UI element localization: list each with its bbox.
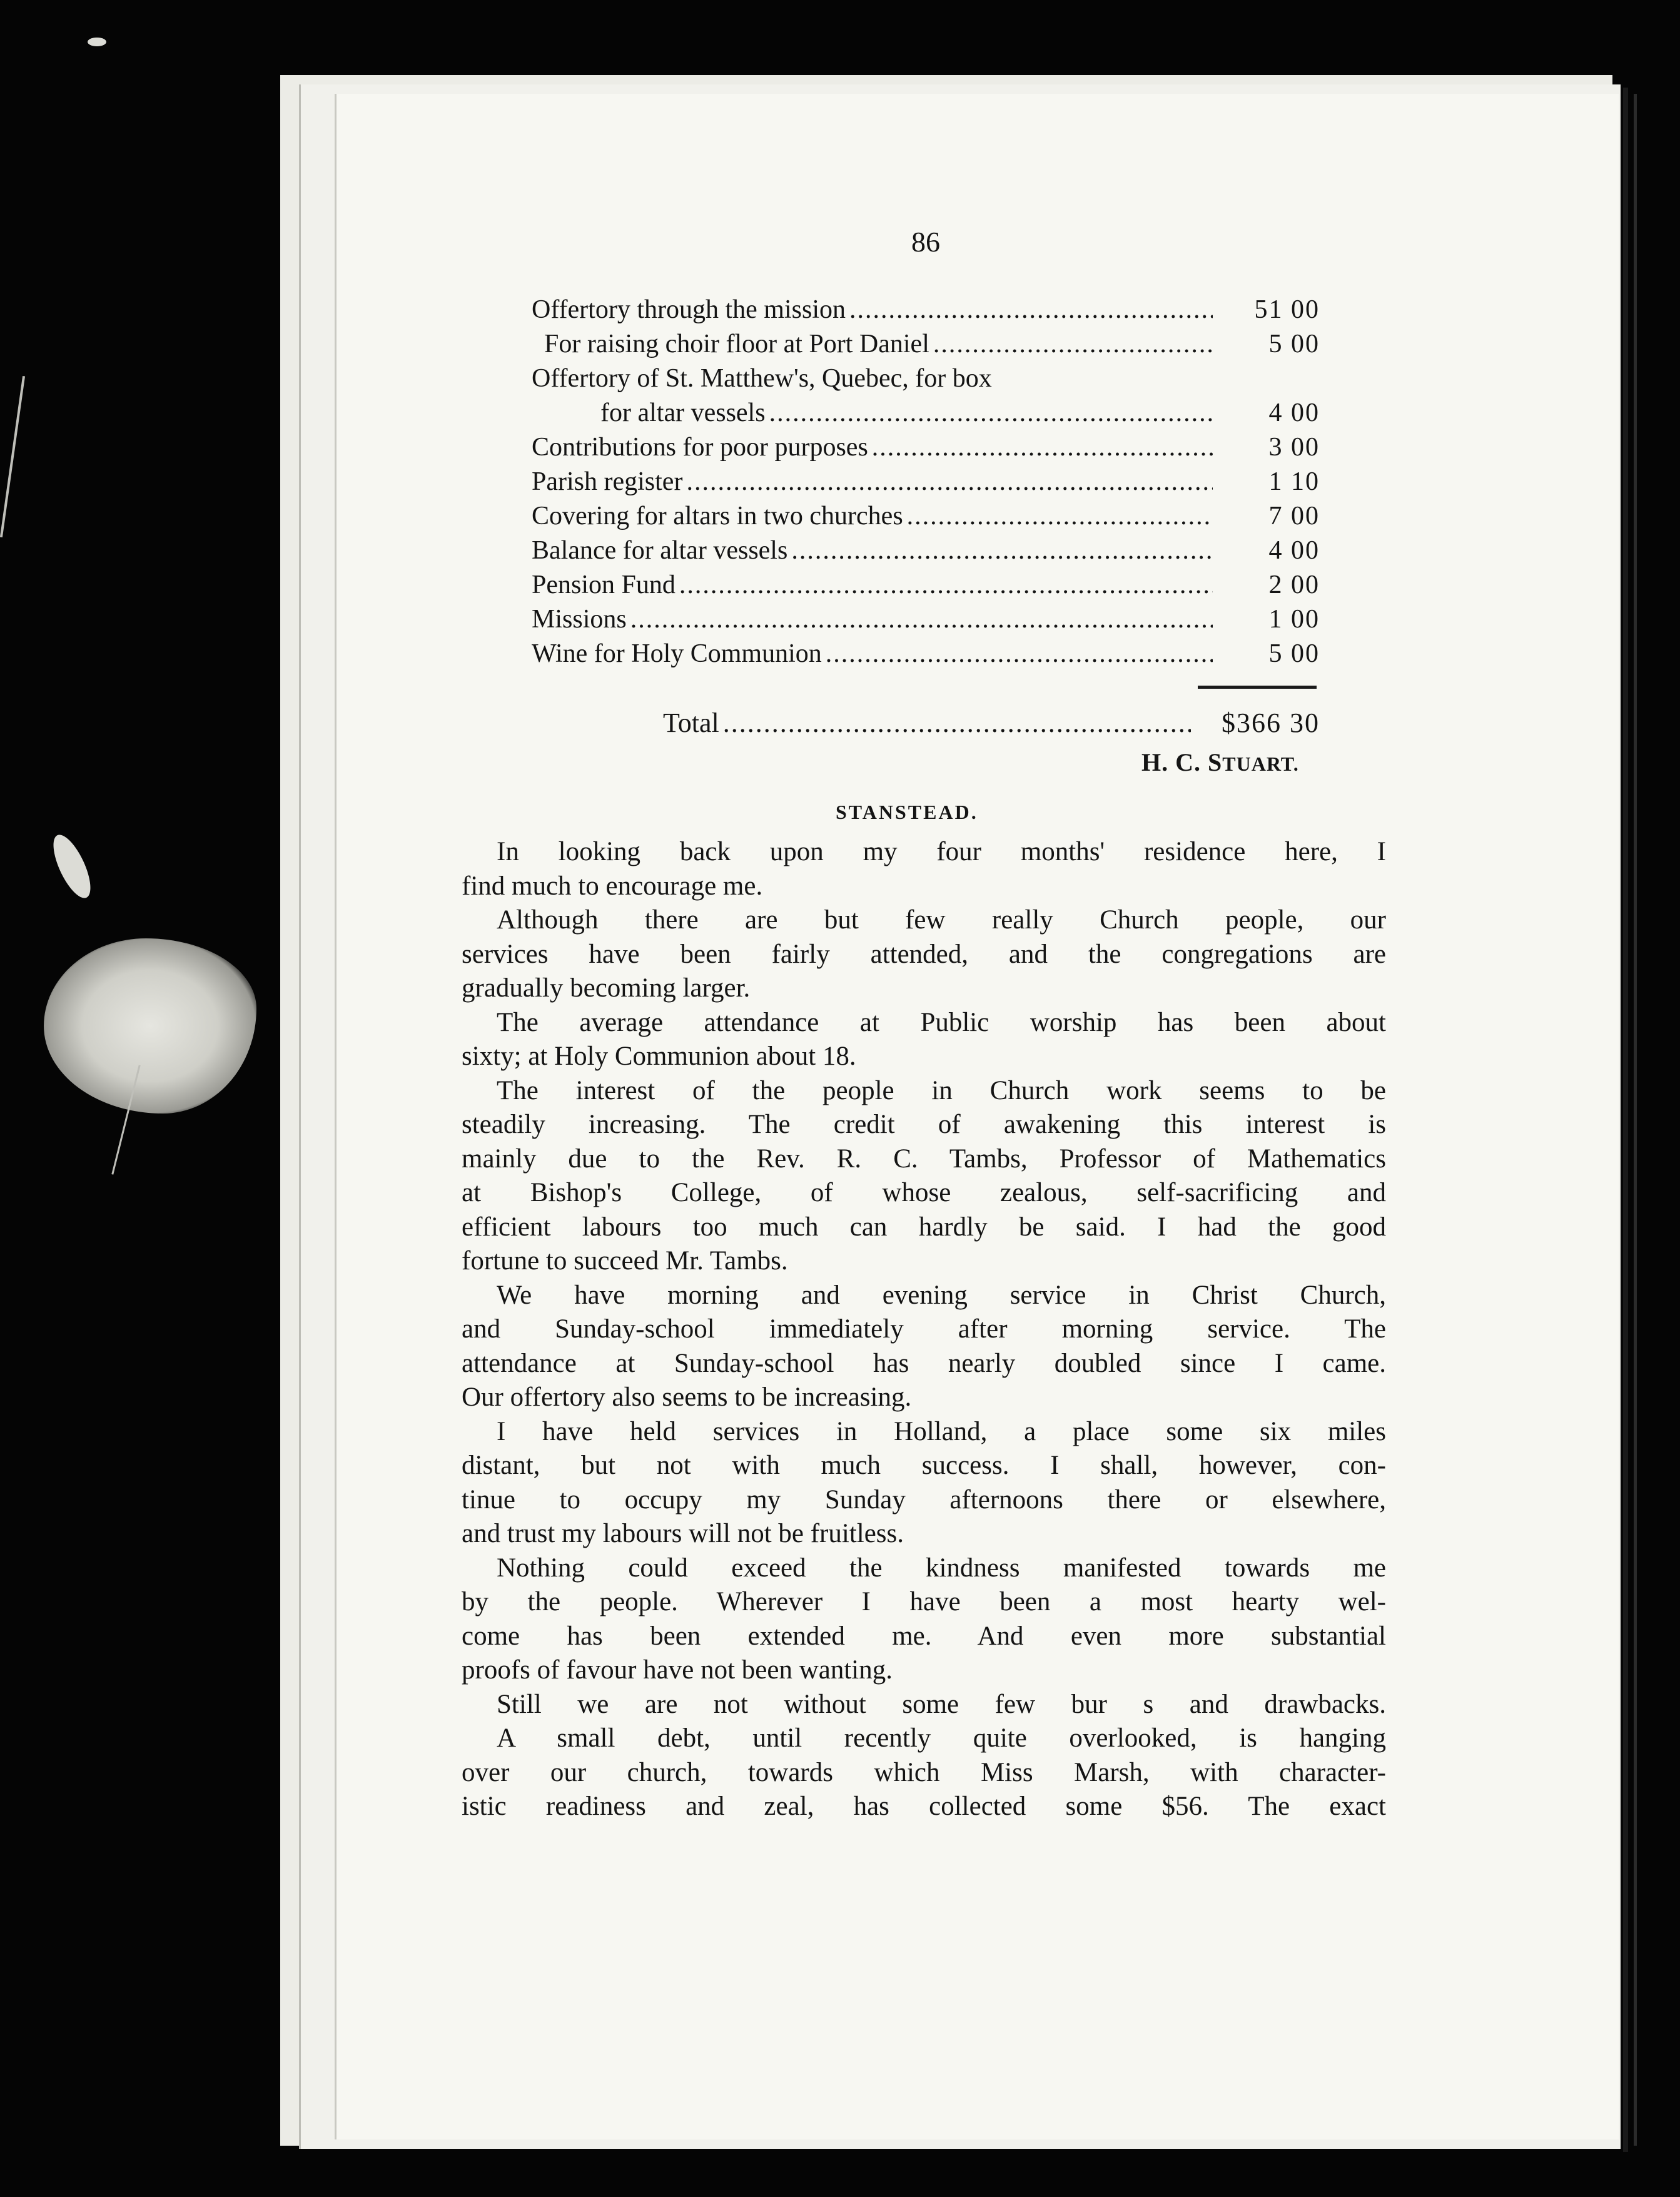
signature-rest: TUART. xyxy=(1222,753,1299,775)
text-line: In looking back upon my four months' residence here, I xyxy=(497,837,1386,866)
binding-shadow xyxy=(1623,88,1628,2152)
total-leader xyxy=(723,707,1191,739)
dust-speck xyxy=(88,38,106,46)
dot-leader xyxy=(686,465,1213,499)
ledger-item-label: Wine for Holy Communion xyxy=(532,639,822,668)
ledger-row xyxy=(532,362,1320,396)
ledger-item-amount: 5 00 xyxy=(1268,330,1320,358)
text-line: steadily increasing. The credit of awakening this interest is xyxy=(462,1110,1386,1139)
text-line: services have been fairly attended, and the congregations are xyxy=(462,939,1386,969)
total-rule xyxy=(1198,686,1317,689)
total-label: Total xyxy=(663,708,719,738)
report-body xyxy=(462,835,1386,1824)
ledger-item-label: Contributions for poor purposes xyxy=(532,433,868,462)
text-line: proofs of favour have not been wanting. xyxy=(462,1655,893,1685)
dot-leader xyxy=(907,499,1213,534)
ledger-item-label: For raising choir floor at Port Daniel xyxy=(544,330,929,358)
dot-leader xyxy=(826,637,1213,671)
ledger-item-amount: 2 00 xyxy=(1268,571,1320,599)
ledger-row xyxy=(532,637,1320,671)
text-line: A small debt, until recently quite overlooked, is hanging xyxy=(497,1723,1386,1753)
text-line: gradually becoming larger. xyxy=(462,973,751,1003)
total-row xyxy=(663,707,1320,739)
section-heading: STANSTEAD. xyxy=(836,801,978,823)
text-line: attendance at Sunday-school has nearly doubled since I came. xyxy=(462,1348,1386,1378)
text-line: distant, but not with much success. I shall, however, con- xyxy=(462,1451,1386,1480)
ledger-row xyxy=(532,602,1320,637)
dot-leader xyxy=(679,568,1213,602)
signature xyxy=(1141,748,1299,777)
ledger-row xyxy=(532,293,1320,327)
signature-initials: H. C. S xyxy=(1141,748,1223,776)
text-line: I have held services in Holland, a place some six miles xyxy=(497,1416,1386,1446)
ledger-item-amount: 1 00 xyxy=(1268,605,1320,634)
ledger-item-label: Missions xyxy=(532,605,627,634)
ledger-item-amount: 1 10 xyxy=(1268,467,1320,496)
ledger-item-amount: 5 00 xyxy=(1268,639,1320,668)
text-line: The average attendance at Public worship has been about xyxy=(497,1007,1386,1037)
text-line: fortune to succeed Mr. Tambs. xyxy=(462,1246,788,1276)
ledger-row xyxy=(532,499,1320,534)
ledger-row xyxy=(532,568,1320,602)
total-amount: $366 30 xyxy=(1222,708,1320,738)
text-line: sixty; at Holy Communion about 18. xyxy=(462,1042,856,1071)
dot-leader xyxy=(630,602,1213,637)
ledger-row xyxy=(532,327,1320,362)
ledger-item-amount: 4 00 xyxy=(1268,536,1320,565)
text-line: Still we are not without some few bur s and drawbacks. xyxy=(497,1689,1386,1719)
ledger-row xyxy=(532,396,1320,430)
dot-leader xyxy=(872,430,1213,465)
ledger-item-amount: 4 00 xyxy=(1268,398,1320,427)
ledger-item-label: Pension Fund xyxy=(532,571,676,599)
binding-shadow-inner xyxy=(1634,94,1637,2146)
text-line: efficient labours too much can hardly be said. I had the good xyxy=(462,1212,1386,1242)
ledger-item-amount: 51 00 xyxy=(1254,295,1320,324)
page-number: 86 xyxy=(911,226,940,258)
text-line: mainly due to the Rev. R. C. Tambs, Professor of Mathematics xyxy=(462,1144,1386,1174)
dot-leader xyxy=(769,396,1213,430)
text-line: The interest of the people in Church work seems to be xyxy=(497,1075,1386,1105)
ledger-item-label: Balance for altar vessels xyxy=(532,536,788,565)
text-line: by the people. Wherever I have been a most hearty wel- xyxy=(462,1587,1386,1616)
text-line: Our offertory also seems to be increasing. xyxy=(462,1383,912,1412)
text-line: tinue to occupy my Sunday afternoons there or elsewhere, xyxy=(462,1484,1386,1515)
paper-stain xyxy=(44,938,256,1114)
text-line: istic readiness and zeal, has collected some $56. The exact xyxy=(462,1792,1386,1821)
ledger-item-amount: 7 00 xyxy=(1268,502,1320,530)
scratch-mark xyxy=(0,376,25,537)
ledger-row xyxy=(532,465,1320,499)
offertory-ledger xyxy=(532,293,1320,671)
dot-leader xyxy=(933,327,1213,362)
dust-speck xyxy=(46,830,98,903)
text-line: and Sunday-school immediately after morning service. The xyxy=(462,1314,1386,1344)
text-line: at Bishop's College, of whose zealous, self-sacrificing and xyxy=(462,1178,1386,1207)
text-line: Nothing could exceed the kindness manifested towards me xyxy=(497,1553,1386,1583)
text-line: come has been extended me. And even more substantial xyxy=(462,1621,1386,1651)
text-line: Although there are but few really Church people, our xyxy=(497,905,1386,935)
dot-leader xyxy=(849,293,1213,327)
ledger-item-label: Parish register xyxy=(532,467,683,496)
ledger-row xyxy=(532,534,1320,568)
text-line: We have morning and evening service in Christ Church, xyxy=(497,1280,1386,1310)
text-line: over our church, towards which Miss Marsh, with character- xyxy=(462,1757,1386,1787)
ledger-row xyxy=(532,430,1320,465)
ledger-item-label: Offertory of St. Matthew's, Quebec, for box xyxy=(532,364,992,393)
ledger-item-label: Covering for altars in two churches xyxy=(532,502,903,530)
ledger-item-amount: 3 00 xyxy=(1268,433,1320,462)
text-line: and trust my labours will not be fruitless. xyxy=(462,1519,904,1548)
ledger-item-label: Offertory through the mission xyxy=(532,295,846,324)
ledger-item-label: for altar vessels xyxy=(600,398,766,427)
dot-leader xyxy=(791,534,1213,568)
text-line: find much to encourage me. xyxy=(462,871,763,901)
